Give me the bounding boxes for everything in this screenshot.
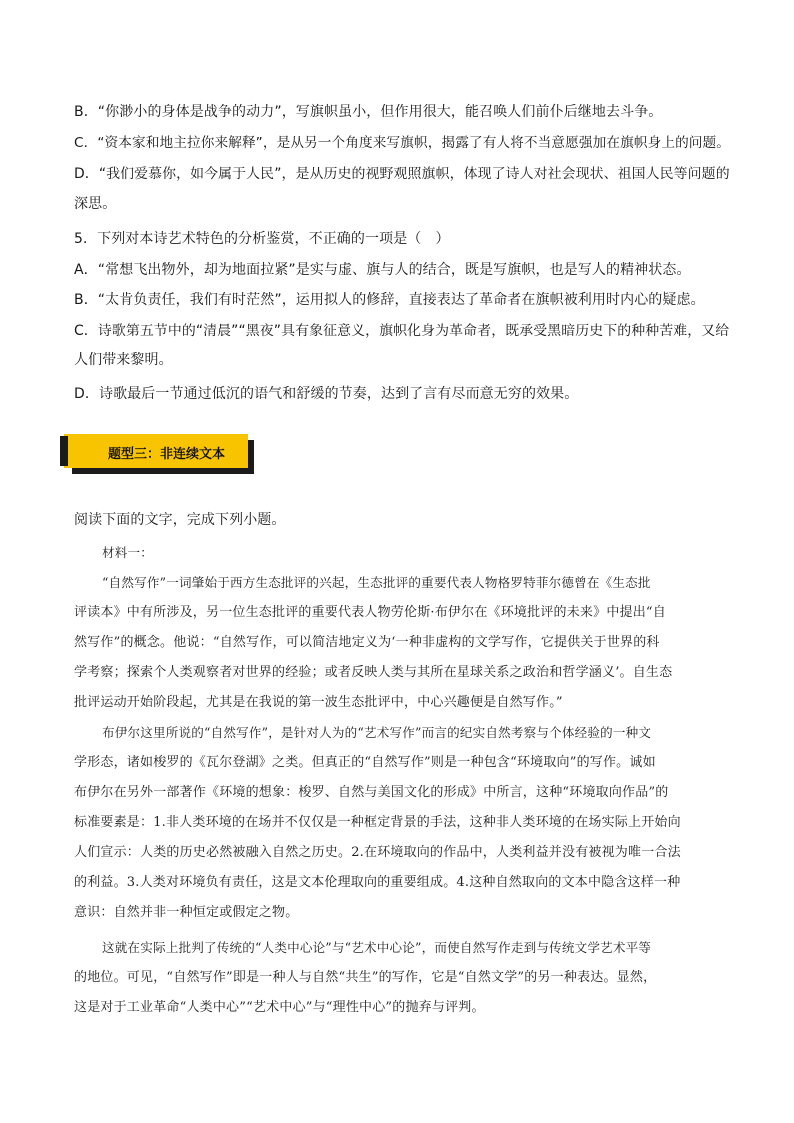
section-title: 题型三：非连续文本 [108, 447, 226, 462]
material1-p2-line: 学形态，诸如梭罗的《瓦尔登湖》之类。但真正的“自然写作”则是一种包含“环境取向”的写作。诚如 [74, 755, 656, 770]
material1-p3-line: 这是对于工业革命“人类中心”“艺术中心”与“理性中心”的抛弃与评判。 [74, 1000, 485, 1015]
material1-p3-line: 的地位。可见，“自然写作”即是一种人与自然“共生”的写作，它是“自然文学”的另一种表达。显然， [74, 970, 657, 985]
material1-p2-line: 布伊尔在另外一部著作《环境的想象：梭罗、自然与美国文化的形成》中所言，这种“环境取向作品”的 [74, 785, 669, 800]
material1-p1-line: 评读本》中有所涉及，另一位生态批评的重要代表人物劳伦斯·布伊尔在《环境批评的未来》中提出“自 [74, 605, 666, 620]
instruction-text: 阅读下面的文字，完成下列小题。 [74, 512, 286, 528]
q5-stem: 5．下列对本诗艺术特色的分析鉴赏，不正确的一项是（ ） [74, 231, 450, 247]
material1-p1-line: 然写作”的概念。他说：“自然写作，可以简洁地定义为‘一种非虚构的文学写作，它提供关于世界的科 [74, 635, 660, 650]
q5-option-a: A．“常想飞出物外，却为地面拉紧”是实与虚、旗与人的结合，既是写旗帜，也是写人的精神状态。 [74, 262, 691, 278]
q5-option-d: D．诗歌最后一节通过低沉的语气和舒缓的节奏，达到了言有尽而意无穷的效果。 [74, 386, 579, 402]
q5-option-c-line2: 人们带来黎明。 [74, 352, 173, 368]
q5-option-b: B．“太肯负责任，我们有时茫然”，运用拟人的修辞，直接表达了革命者在旗帜被利用时内心的疑虑。 [74, 292, 705, 308]
q4-option-c: C．“资本家和地主拉你来解释”，是从另一个角度来写旗帜，揭露了有人将不当意愿强加在旗帜身上的问题。 [74, 135, 731, 151]
material1-p2-line: 标准要素是：1.非人类环境的在场并不仅仅是一种框定背景的手法，这种非人类环境的在场实际上开始向 [74, 815, 681, 830]
q5-option-c-line1: C．诗歌第五节中的“清晨”“黑夜”具有象征意义，旗帜化身为革命者，既承受黑暗历史下的种种苦难，又给 [74, 323, 730, 339]
q4-option-b: B．“你渺小的身体是战争的动力”，写旗帜虽小，但作用很大，能召唤人们前仆后继地去斗争。 [74, 104, 663, 120]
q4-option-d-line1: D．“我们爱慕你，如今属于人民”，是从历史的视野观照旗帜，体现了诗人对社会现状、祖国人民等问题的 [74, 166, 730, 182]
material1-p1-line: 学考察；探索个人类观察者对世界的经验；或者反映人类与其所在星球关系之政治和哲学涵义’。自生态 [74, 665, 673, 680]
material1-p1-line: “自然写作”一词肇始于西方生态批评的兴起，生态批评的重要代表人物格罗特菲尔德曾在《生态批 [102, 575, 651, 590]
material1-p1-line: 批评运动开始阶段起，尤其是在我说的第一波生态批评中，中心兴趣便是自然写作。” [74, 695, 563, 710]
material1-heading: 材料一： [102, 545, 153, 560]
banner-accent [60, 436, 68, 466]
section-banner [64, 432, 254, 472]
material1-p3-line: 这就在实际上批判了传统的“人类中心论”与“艺术中心论”，而使自然写作走到与传统文学艺术平等 [102, 940, 652, 955]
q4-option-d-line2: 深思。 [74, 196, 117, 212]
material1-p2-line: 的利益。3.人类对环境负有责任，这是文本伦理取向的重要组成。4.这种自然取向的文本中隐含这样一种 [74, 875, 681, 890]
material1-p2-line: 人们宣示：人类的历史必然被融入自然之历史。2.在环境取向的作品中，人类利益并没有被视为唯一合法 [74, 845, 681, 860]
material1-p2-line: 意识：自然并非一种恒定或假定之物。 [74, 905, 299, 920]
material1-p2-line: 布伊尔这里所说的“自然写作”，是针对人为的“艺术写作”而言的纪实自然考察与个体经验的一种文 [102, 725, 652, 740]
